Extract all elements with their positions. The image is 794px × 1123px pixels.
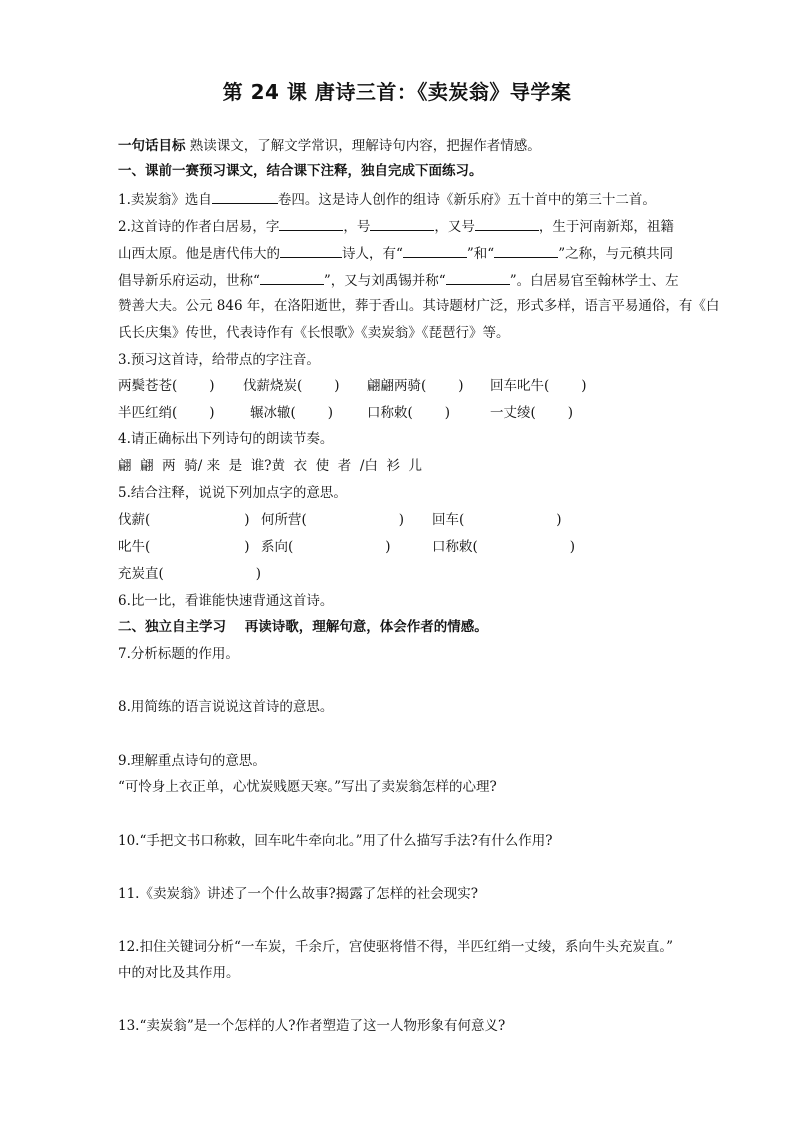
q3-item-text: 两鬓苍苍( (118, 378, 178, 394)
q5-item-text: 充炭直( (118, 566, 164, 582)
q5-item (432, 538, 575, 556)
q3-item (243, 377, 340, 395)
q3-close: ) (334, 378, 340, 394)
q5-item-text: 叱牛( (118, 539, 151, 555)
q3-item-text: 伐薪烧炭( (243, 378, 303, 394)
q3-label: 3.预习这首诗，给带点的字注音。 (118, 352, 320, 368)
q3-close: ) (444, 405, 451, 421)
q5-close: ) (244, 539, 250, 555)
q3-item-text: 半匹红绡( (118, 405, 178, 421)
q3-close: ) (209, 378, 215, 394)
q2-line-5: 氏长庆集》传世，代表诗作有《长恨歌》《卖炭翁》《琵琶行》等。 (118, 325, 510, 341)
q5-item-text: 回车( (432, 512, 465, 528)
q2-line-2 (118, 243, 688, 263)
q4-label: 4.请正确标出下列诗句的朗读节奏。 (118, 431, 334, 447)
q3-item-text: 一丈绫( (490, 405, 536, 421)
q3-close: ) (567, 405, 574, 421)
q3-item-text: 翩翩两骑( (367, 378, 427, 394)
goal-label: 一句话目标 (118, 138, 186, 154)
q2-text: 山西太原。他是唐代伟大的 (118, 246, 280, 262)
section1-heading: 一、课前一赛预习课文，结合课下注释，独自完成下面练习。 (118, 163, 483, 179)
q2-blank-liubai[interactable] (446, 270, 510, 285)
q5-item-text: 口称敕( (432, 539, 478, 555)
q3-item (250, 404, 333, 422)
q5-item (118, 565, 261, 583)
q3-item (367, 377, 464, 395)
section2-heading: 二、独立自主学习 再读诗歌，理解句意，体会作者的情感。 (118, 619, 488, 635)
q6-line: 6.比一比，看谁能快速背通这首诗。 (118, 593, 334, 609)
q5-item (118, 511, 250, 529)
q2-line-4: 赞善大夫。公元 846 年，在洛阳逝世，葬于香山。其诗题材广泛，形式多样，语言平易通俗，有《白 (118, 298, 720, 314)
q2-blank-title2[interactable] (494, 243, 558, 258)
q1-line (118, 189, 688, 209)
q2-text: ，又号 (434, 219, 475, 235)
q2-text: ”，又与刘禹锡并称“ (323, 273, 446, 289)
q2-blank-yuanbai[interactable] (260, 270, 324, 285)
q1-blank[interactable] (212, 189, 278, 204)
q5-item-text: 系向( (261, 539, 294, 555)
q5-item-text: 何所营( (261, 512, 307, 528)
q3-close: ) (581, 378, 587, 394)
q2-text: 诗人，有“ (342, 246, 403, 262)
q5-close: ) (556, 512, 562, 528)
q2-text: 2.这首诗的作者白居易，字 (118, 219, 280, 235)
q5-close: ) (569, 539, 576, 555)
page-title: 第 24 课 唐诗三首：《卖炭翁》导学案 (222, 80, 572, 104)
q3-close: ) (327, 405, 334, 421)
q4-rhythm-line: 翩 翩 两 骑/ 来 是 谁?黄 衣 使 者 /白 衫 儿 (118, 458, 423, 474)
q2-blank-hao[interactable] (370, 216, 434, 231)
q5-close: ) (385, 539, 391, 555)
q3-item (118, 377, 215, 395)
q2-text: ”之称，与元稹共同 (558, 246, 674, 262)
q2-text: ”和“ (466, 246, 495, 262)
q2-line-1 (118, 216, 688, 236)
q3-close: ) (209, 405, 215, 421)
q2-text: ，生于河南新郑，祖籍 (538, 219, 674, 235)
q5-item (261, 538, 391, 556)
q2-blank-poet[interactable] (280, 243, 342, 258)
q2-blank-zi[interactable] (279, 216, 343, 231)
q3-close: ) (458, 378, 464, 394)
q12-line-2: 中的对比及其作用。 (118, 965, 240, 981)
q2-blank-title1[interactable] (403, 243, 467, 258)
q1-text-b: 卷四。这是诗人创作的组诗《新乐府》五十首中的第三十二首。 (277, 192, 656, 208)
q9-text: “可怜身上衣正单，心忧炭贱愿天寒。”写出了卖炭翁怎样的心理? (118, 779, 497, 795)
q10-line: 10.“手把文书口称敕，回车叱牛牵向北。”用了什么描写手法?有什么作用? (118, 833, 553, 849)
q5-item (118, 538, 250, 556)
q3-item-text: 回车叱牛( (490, 378, 550, 394)
q2-text: ”。白居易官至翰林学士、左 (509, 273, 679, 289)
q3-item-text: 口称敕( (367, 405, 413, 421)
q3-item (367, 404, 450, 422)
q3-item-text: 辗冰辙( (250, 405, 296, 421)
q3-item (490, 377, 587, 395)
goal-text: 熟读课文，了解文学常识，理解诗句内容，把握作者情感。 (189, 138, 541, 154)
q5-label: 5.结合注释，说说下列加点字的意思。 (118, 485, 347, 501)
q1-text-a: 1.卖炭翁》选自 (118, 192, 212, 208)
q2-line-3 (118, 270, 688, 290)
q5-item (261, 511, 404, 529)
q3-item (490, 404, 573, 422)
q9-label: 9.理解重点诗句的意思。 (118, 753, 266, 769)
q12-line-1: 12.扣住关键词分析“一车炭，千余斤，宫使驱将惜不得，半匹红绡一丈绫，系向牛头充炭直。” (118, 939, 674, 955)
q11-line: 11.《卖炭翁》讲述了一个什么故事?揭露了怎样的社会现实? (118, 886, 478, 902)
q5-close: ) (398, 512, 405, 528)
q5-item (432, 511, 562, 529)
q5-close: ) (244, 512, 250, 528)
q2-text: 倡导新乐府运动，世称“ (118, 273, 260, 289)
q7-line: 7.分析标题的作用。 (118, 646, 239, 662)
q5-close: ) (255, 566, 262, 582)
q5-item-text: 伐薪( (118, 512, 151, 528)
q13-line: 13.“卖炭翁”是一个怎样的人?作者塑造了这一人物形象有何意义? (118, 1018, 506, 1034)
q8-line: 8.用简练的语言说说这首诗的意思。 (118, 699, 334, 715)
q2-text: ，号 (343, 219, 371, 235)
q2-blank-youhao[interactable] (475, 216, 539, 231)
q3-item (118, 404, 215, 422)
goal-line (118, 137, 688, 155)
